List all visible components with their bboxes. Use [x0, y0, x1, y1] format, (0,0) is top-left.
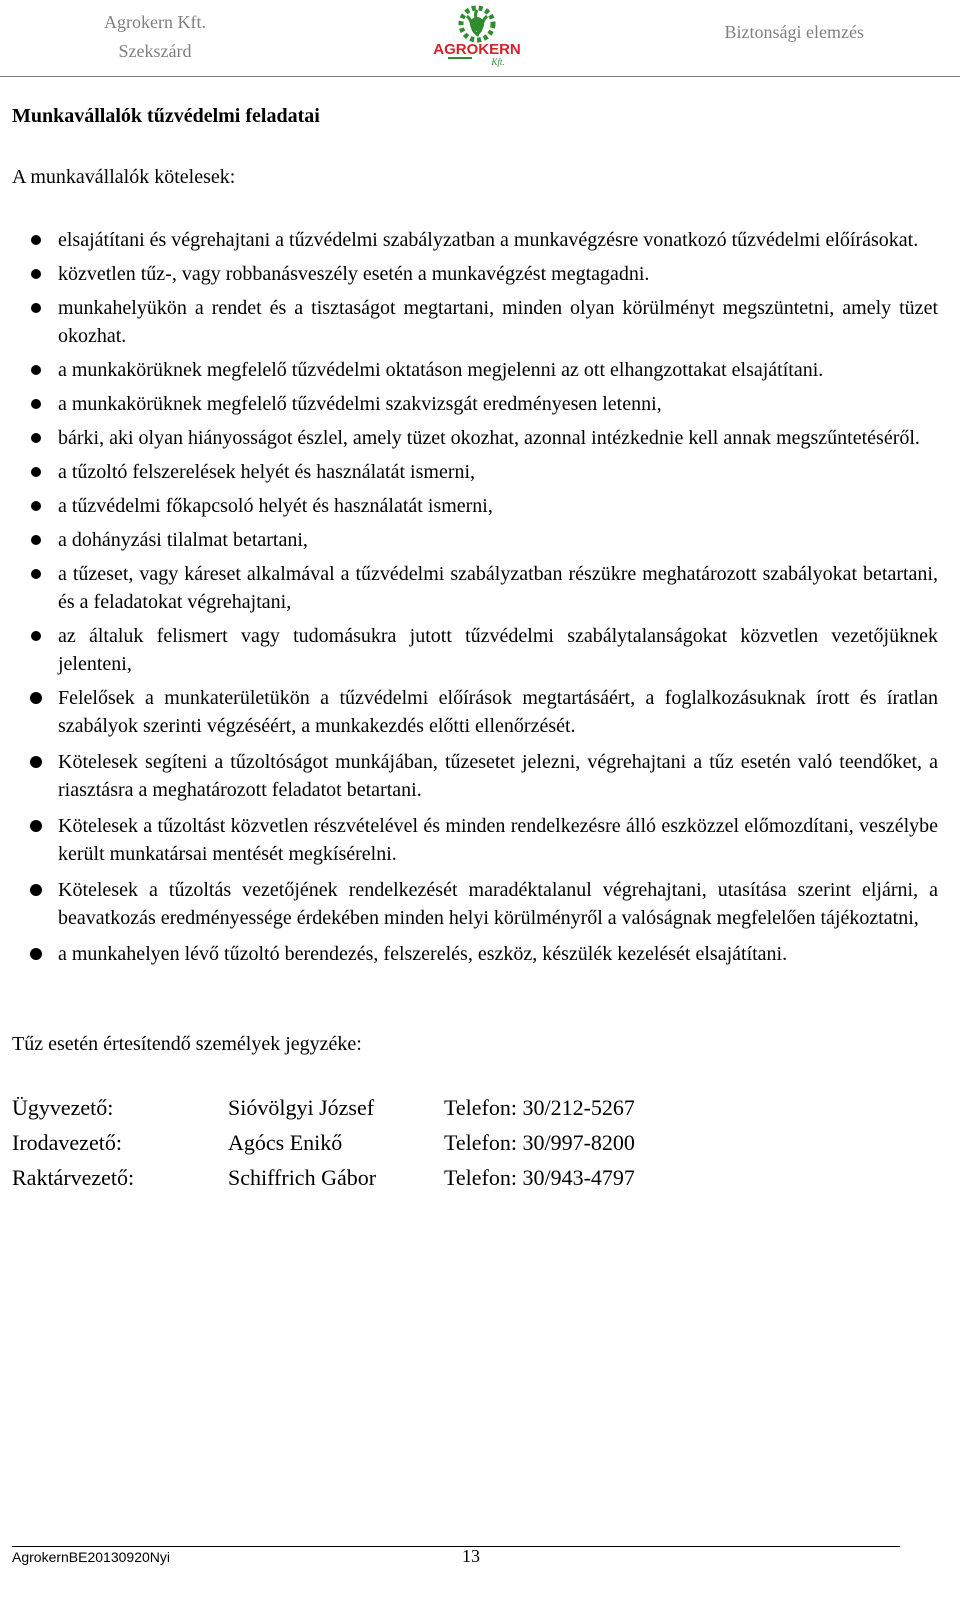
- footer-rule: [12, 1546, 900, 1547]
- list-item: a dohányzási tilalmat betartani,: [12, 526, 938, 554]
- section-title: Munkavállalók tűzvédelmi feladatai: [12, 105, 320, 127]
- list-item: Felelősek a munkaterületükön a tűzvédelmi előírások megtartásáért, a foglalkozásuknak írott és íratlan szabályok szerinti végzéséért, a munkakezdés előtti ellenőrzését.: [12, 684, 938, 740]
- duties-list-a: [12, 226, 938, 384]
- duties-list-b: [12, 390, 938, 678]
- contact-row: [12, 1129, 635, 1164]
- list-item: a munkahelyen lévő tűzoltó berendezés, felszerelés, eszköz, készülék kezelését elsajátítani.: [12, 940, 938, 968]
- duties-list-c: [12, 684, 938, 968]
- page-content: [12, 102, 938, 1199]
- contact-name: Schiffrich Gábor: [228, 1165, 377, 1190]
- list-item: a tűzoltó felszerelések helyét és használatát ismerni,: [12, 458, 938, 486]
- contacts-table: [12, 1094, 635, 1199]
- header-doc-type: Biztonsági elemzés: [724, 22, 864, 42]
- section-subtitle: A munkavállalók kötelesek:: [12, 166, 236, 188]
- agrokern-logo: [432, 2, 522, 72]
- list-item: a munkakörüknek megfelelő tűzvédelmi szakvizsgát eredményesen letenni,: [12, 390, 938, 418]
- header-rule: [0, 76, 960, 77]
- contact-phone: Telefon: 30/212-5267: [444, 1095, 635, 1120]
- logo-text: AGROKERN: [433, 41, 521, 58]
- header-company-block: [104, 8, 206, 66]
- list-item: bárki, aki olyan hiányosságot észlel, amely tüzet okozhat, azonnal intézkednie kell annak megszűntetéséről.: [12, 424, 938, 452]
- list-item: a tűzeset, vagy káreset alkalmával a tűzvédelmi szabályzatban részükre meghatározott szabályokat betartani, és a feladatokat végrehajtani,: [12, 560, 938, 616]
- list-item: Kötelesek a tűzoltás vezetőjének rendelkezését maradéktalanul végrehajtani, utasítása szerint eljárni, a beavatkozás eredményessége érdekében minden helyi körülményről a valóságnak megfelelően tájékoztatni,: [12, 876, 938, 932]
- footer-doc-id: AgrokernBE20130920Nyi: [12, 1549, 170, 1565]
- contact-row: [12, 1094, 635, 1129]
- contact-phone: Telefon: 30/997-8200: [444, 1130, 635, 1155]
- list-item: Kötelesek segíteni a tűzoltóságot munkájában, tűzesetet jelezni, végrehajtani a tűz esetén való teendőket, a riasztásra a meghatározott feladatot betartani.: [12, 748, 938, 804]
- list-item: munkahelyükön a rendet és a tisztaságot megtartani, minden olyan körülményt megszüntetni, amely tüzet okozhat.: [12, 294, 938, 350]
- footer-page-number: 13: [462, 1546, 480, 1566]
- logo-sub: Kft.: [491, 57, 505, 67]
- list-item: a tűzvédelmi főkapcsoló helyét és használatát ismerni,: [12, 492, 938, 520]
- list-item: közvetlen tűz-, vagy robbanásveszély esetén a munkavégzést megtagadni.: [12, 260, 938, 288]
- header-city: Szekszárd: [118, 41, 192, 61]
- contact-role: Irodavezető:: [12, 1130, 122, 1155]
- list-item: a munkakörüknek megfelelő tűzvédelmi oktatáson megjelenni az ott elhangzottakat elsajátítani.: [12, 356, 938, 384]
- contacts-title: Tűz esetén értesítendő személyek jegyzéke:: [12, 1033, 362, 1055]
- contact-name: Sióvölgyi József: [228, 1095, 375, 1120]
- page-header: [0, 0, 960, 76]
- header-company: Agrokern Kft.: [104, 12, 206, 32]
- list-item: Kötelesek a tűzoltást közvetlen részvételével és minden rendelkezésre álló eszközzel előmozdítani, veszélybe került munkatársai mentését megkísérelni.: [12, 812, 938, 868]
- contact-role: Raktárvezető:: [12, 1165, 135, 1190]
- list-item: az általuk felismert vagy tudomásukra jutott tűzvédelmi szabálytalanságokat közvetlen vezetőjüknek jelenteni,: [12, 622, 938, 678]
- contact-role: Ügyvezető:: [12, 1095, 114, 1120]
- list-item: elsajátítani és végrehajtani a tűzvédelmi szabályzatban a munkavégzésre vonatkozó tűzvédelmi előírásokat.: [12, 226, 938, 254]
- contact-name: Agócs Enikő: [228, 1130, 343, 1155]
- contact-row: [12, 1164, 635, 1199]
- contact-phone: Telefon: 30/943-4797: [444, 1165, 635, 1190]
